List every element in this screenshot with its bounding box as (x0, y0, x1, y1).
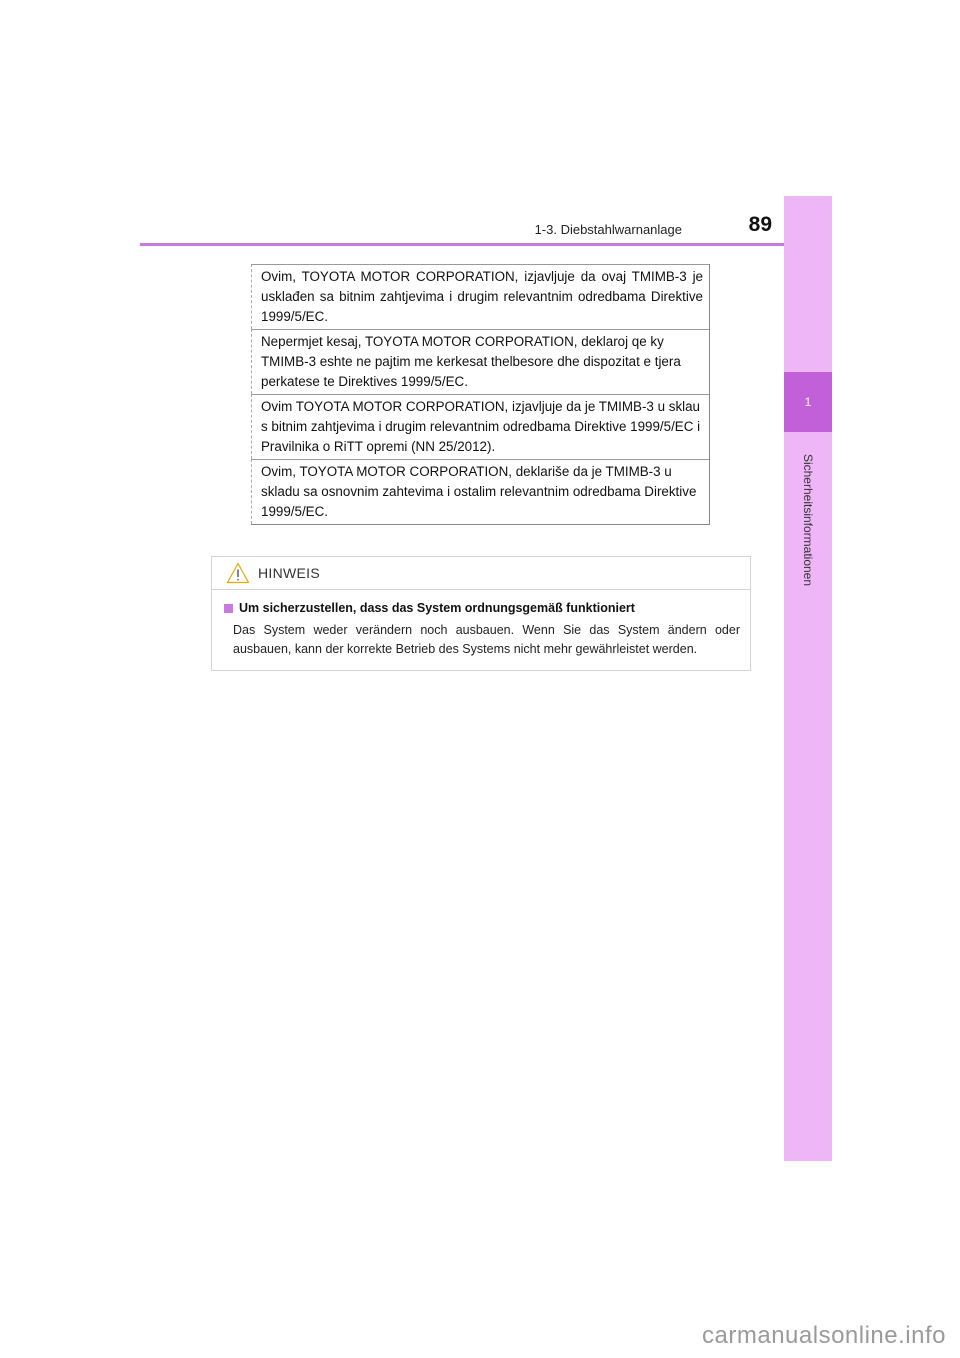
notice-body (212, 590, 750, 659)
declaration-cell-1: Ovim, TOYOTA MOTOR CORPORATION, izjavljuje da ovaj TMIMB-3 je usklađen sa bitnim zahtjevima i drugim relevantnim odredbama Direktive 1999/5/EC. (251, 264, 709, 329)
notice-title: HINWEIS (258, 565, 320, 581)
chapter-side-tab (784, 196, 832, 1161)
declaration-cell-4: Ovim, TOYOTA MOTOR CORPORATION, deklariše da je TMIMB-3 u skladu sa osnovnim zahtevima i ostalim relevantnim odredbama Direktive 1999/5/EC. (251, 459, 709, 524)
declaration-table (251, 264, 710, 525)
warning-triangle-icon (226, 562, 250, 584)
chapter-number-tab (784, 372, 832, 432)
notice-subheading (224, 601, 740, 615)
chapter-label: Sicherheitsinformationen (801, 453, 815, 587)
notice-subheading-text: Um sicherzustellen, dass das System ordnungsgemäß funktioniert (239, 601, 635, 615)
chapter-number: 1 (804, 395, 812, 409)
notice-header (212, 557, 750, 590)
notice-box (211, 556, 751, 671)
notice-text: Das System weder verändern noch ausbauen. Wenn Sie das System ändern oder ausbauen, kann der korrekte Betrieb des Systems nicht mehr gewährleistet werden. (233, 623, 740, 656)
section-title: 1-3. Diebstahlwarnanlage (534, 222, 682, 237)
bullet-square-icon (224, 604, 233, 613)
page-number: 89 (748, 213, 772, 236)
watermark: carmanualsonline.info (702, 1322, 946, 1349)
declaration-cell-2: Nepermjet kesaj, TOYOTA MOTOR CORPORATION, deklaroj qe ky TMIMB-3 eshte ne pajtim me kerkesat thelbesore dhe dispozitat e tjera perkatese te Direktives 1999/5/EC. (251, 329, 709, 394)
header-rule (140, 243, 832, 246)
declaration-cell-3: Ovim TOYOTA MOTOR CORPORATION, izjavljuje da je TMIMB-3 u sklau s bitnim zahtjevima i drugim relevantnim odredbama Direktive 1999/5/EC i Pravilnika o RiTT opremi (NN 25/2012). (251, 394, 709, 459)
